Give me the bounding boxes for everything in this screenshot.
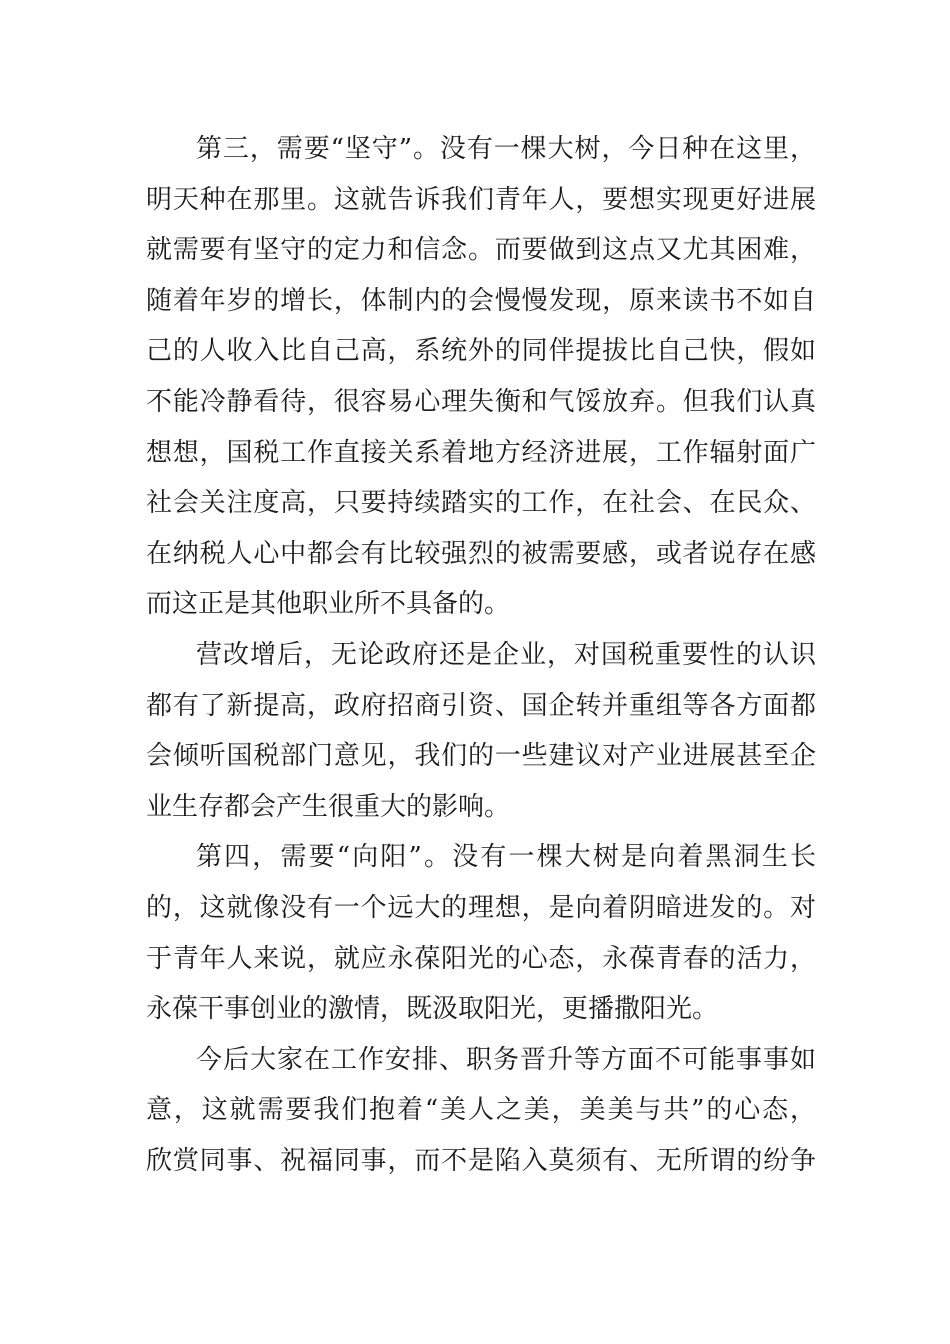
text-line: 己的人收入比自己高，系统外的同伴提拔比自己快，假如 (146, 336, 816, 367)
text-line: 第三，需要“坚守”。没有一棵大树，今日种在这里， (196, 134, 816, 164)
paragraph-3 (146, 832, 816, 1034)
paragraph-1 (146, 124, 816, 630)
text-line: 不能冷静看待，很容易心理失衡和气馁放弃。但我们认真 (146, 386, 816, 417)
body-text (146, 124, 816, 1186)
paragraph-2 (146, 630, 816, 832)
text-line: 第四，需要“向阳”。没有一棵大树是向着黑洞生长 (196, 842, 816, 873)
paragraph-4 (146, 1035, 816, 1187)
text-line: 随着年岁的增长，体制内的会慢慢发现，原来读书不如自 (146, 285, 816, 316)
text-line: 业生存都会产生很重大的影响。 (146, 791, 511, 822)
text-line: 会倾听国税部门意见，我们的一些建议对产业进展甚至企 (146, 741, 816, 772)
text-line: 于青年人来说，就应永葆阳光的心态，永葆青春的活力， (146, 943, 816, 974)
text-line: 社会关注度高，只要持续踏实的工作，在社会、在民众、 (146, 488, 816, 519)
text-line: 意，这就需要我们抱着“美人之美，美美与共”的心态， (146, 1095, 816, 1126)
text-line: 明天种在那里。这就告诉我们青年人，要想实现更好进展 (146, 184, 816, 215)
text-line: 营改增后，无论政府还是企业，对国税重要性的认识 (196, 639, 816, 670)
text-line: 想想，国税工作直接关系着地方经济进展，工作辐射面广 (146, 437, 816, 468)
text-line: 欣赏同事、祝福同事，而不是陷入莫须有、无所谓的纷争 (146, 1145, 816, 1176)
text-line: 的，这就像没有一个远大的理想，是向着阴暗进发的。对 (146, 892, 816, 923)
text-line: 在纳税人心中都会有比较强烈的被需要感，或者说存在感 (146, 538, 816, 569)
text-line: 都有了新提高，政府招商引资、国企转并重组等各方面都 (146, 690, 816, 721)
text-line: 就需要有坚守的定力和信念。而要做到这点又尤其困难， (146, 235, 816, 266)
text-line: 而这正是其他职业所不具备的。 (146, 589, 511, 620)
text-line: 今后大家在工作安排、职务晋升等方面不可能事事如 (196, 1044, 816, 1075)
text-line: 永葆干事创业的激情，既汲取阳光，更播撒阳光。 (146, 994, 719, 1025)
